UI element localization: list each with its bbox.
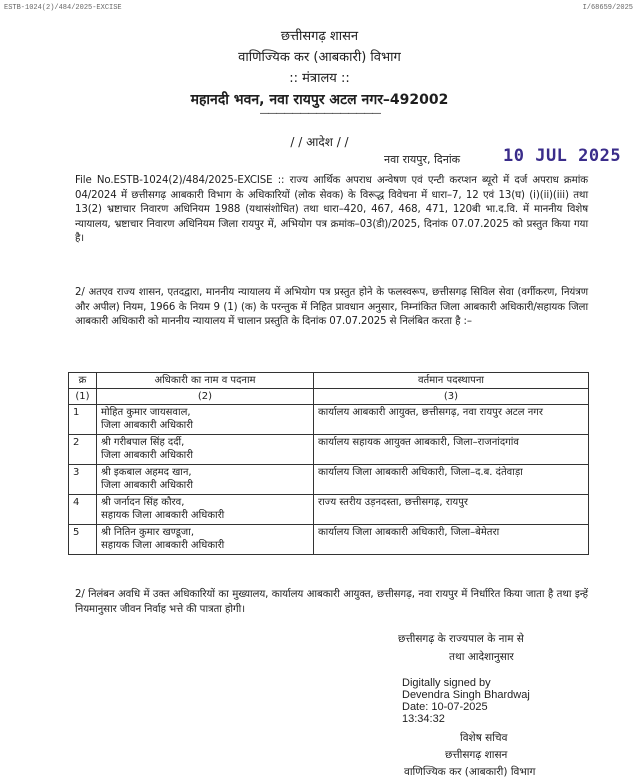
col-header-officer: अधिकारी का नाम व पदनाम — [97, 373, 314, 389]
digital-signature-block — [402, 677, 530, 725]
officer-cell — [97, 495, 314, 525]
officer-name: श्री नितिन कुमार खण्डूजा, — [101, 527, 194, 538]
officer-designation: जिला आबकारी अधिकारी — [101, 450, 193, 461]
signature-line-3: Date: 10-07-2025 — [402, 701, 488, 713]
letterhead-rule: ——————————————— — [259, 108, 380, 119]
officer-designation: जिला आबकारी अधिकारी — [101, 420, 193, 431]
office-address: महानदी भवन, नवा रायपुर अटल नगर–492002 — [190, 92, 449, 108]
col-header-posting: वर्तमान पदस्थापना — [314, 373, 589, 389]
col-number-2: (2) — [97, 389, 314, 405]
col-header-serial: क्र — [69, 373, 97, 389]
date-stamp: 10 JUL 2025 — [503, 146, 622, 166]
signatory-government: छत्तीसगढ़ शासन — [445, 749, 508, 761]
office-name: :: मंत्रालय :: — [289, 71, 350, 86]
suspended-officers-table — [68, 372, 589, 555]
signature-line-1: Digitally signed by — [402, 677, 491, 689]
officer-cell — [97, 435, 314, 465]
table-row — [69, 405, 589, 435]
row-serial: 2 — [69, 435, 97, 465]
posting-cell: कार्यालय आबकारी आयुक्त, छत्तीसगढ़, नवा रायपुर अटल नगर — [314, 405, 589, 435]
closing-line-1: छत्तीसगढ़ के राज्यपाल के नाम से — [398, 633, 524, 645]
officer-cell — [97, 525, 314, 555]
officer-name: मोहित कुमार जायसवाल, — [101, 407, 191, 418]
officer-name: श्री गरीबपाल सिंह दर्दी, — [101, 437, 185, 448]
col-number-3: (3) — [314, 389, 589, 405]
order-paragraph-1: File No.ESTB-1024(2)/484/2025-EXCISE :: राज्य आर्थिक अपराध अन्वेषण एवं एन्टी करप्शन ब्यूरो में दर्ज अपराध क्रमांक 04/2024 में छत्तीसगढ़ आबकारी विभाग के अधिकारियों (लोक सेवक) के विरूद्ध विवेचना में धारा–7, 12 एवं 13(घ) (i)(ii)(iii) तथा 13(2) भ्रष्टाचार निवारण अधिनियम 1988 (यथासंशोधित) तथा धारा–420, 467, 468, 471, 120बी भा.द.वि. में माननीय विशेष न्यायालय, भ्रष्टाचार निवारण अधिनियम जिला रायपुर में, अभियोग पत्र क्रमांक–03(डी)/2025, दिनांक 07.07.2025 को प्रस्तुत किया गया है। — [75, 175, 588, 244]
table-header-row — [69, 373, 589, 389]
signature-line-2: Devendra Singh Bhardwaj — [402, 689, 530, 701]
posting-cell: कार्यालय सहायक आयुक्त आबकारी, जिला–राजनांदगांव — [314, 435, 589, 465]
order-title: / / आदेश / / — [290, 135, 349, 149]
signatory-designation: विशेष सचिव — [460, 732, 508, 744]
table-row — [69, 525, 589, 555]
row-serial: 4 — [69, 495, 97, 525]
officer-cell — [97, 405, 314, 435]
posting-cell: राज्य स्तरीय उड़नदस्ता, छत्तीसगढ़, रायपुर — [314, 495, 589, 525]
govt-name: छत्तीसगढ़ शासन — [280, 29, 359, 44]
signatory-department: वाणिज्यिक कर (आबकारी) विभाग — [404, 766, 536, 778]
officer-name: श्री इकबाल अहमद खान, — [101, 467, 192, 478]
table-row — [69, 495, 589, 525]
signature-line-4: 13:34:32 — [402, 713, 445, 725]
table-subheader-row — [69, 389, 589, 405]
inward-number-header: I/68659/2025 — [582, 4, 633, 12]
posting-cell: कार्यालय जिला आबकारी अधिकारी, जिला–बेमेतरा — [314, 525, 589, 555]
table-row — [69, 465, 589, 495]
closing-line-2: तथा आदेशानुसार — [449, 651, 514, 663]
officer-designation: सहायक जिला आबकारी अधिकारी — [101, 540, 225, 551]
order-paragraph-3: 2/ निलंबन अवधि में उक्त अधिकारियों का मुख्यालय, कार्यालय आबकारी आयुक्त, छत्तीसगढ़, नवा रायपुर में निर्धारित किया जाता है तथा इन्हें नियमानुसार जीवन निर्वाह भत्ते की पात्रता होगी। — [75, 589, 588, 615]
file-reference-header: ESTB-1024(2)/484/2025-EXCISE — [4, 4, 122, 12]
place-date-label: नवा रायपुर, दिनांक — [384, 153, 461, 166]
col-number-1: (1) — [69, 389, 97, 405]
order-paragraph-2: 2/ अतएव राज्य शासन, एतदद्वारा, माननीय न्यायालय में अभियोग पत्र प्रस्तुत होने के फलस्वरूप, छत्तीसगढ़ सिविल सेवा (वर्गीकरण, नियंत्रण और अपील) नियम, 1966 के नियम 9 (1) (क) के परन्तुक में निहित प्रावधान अनुसार, निम्नांकित जिला आबकारी अधिकारी/सहायक जिला आबकारी अधिकारी को माननीय न्यायालय में चालान प्रस्तुति के दिनांक 07.07.2025 से निलंबित करता है :– — [75, 287, 588, 327]
officer-designation: सहायक जिला आबकारी अधिकारी — [101, 510, 225, 521]
posting-cell: कार्यालय जिला आबकारी अधिकारी, जिला–द.ब. दंतेवाड़ा — [314, 465, 589, 495]
row-serial: 5 — [69, 525, 97, 555]
officer-cell — [97, 465, 314, 495]
row-serial: 3 — [69, 465, 97, 495]
row-serial: 1 — [69, 405, 97, 435]
table-row — [69, 435, 589, 465]
officer-designation: जिला आबकारी अधिकारी — [101, 480, 193, 491]
department-name: वाणिज्यिक कर (आबकारी) विभाग — [238, 50, 401, 65]
officer-name: श्री जर्नादन सिंह कौरव, — [101, 497, 185, 508]
